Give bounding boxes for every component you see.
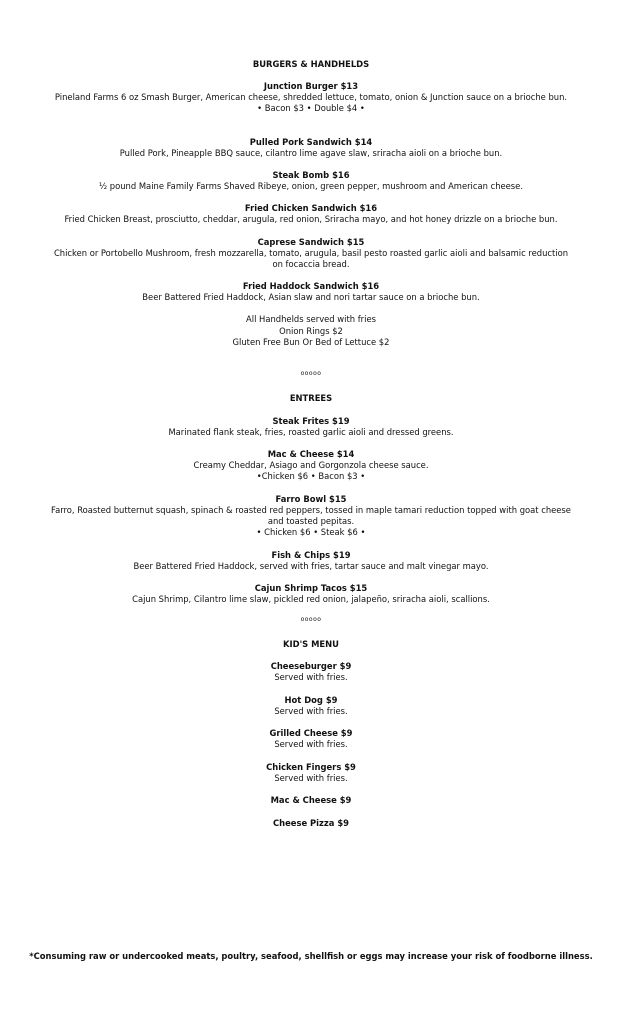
menu-item-title: Caprese Sandwich $15 [257,237,365,247]
menu-item-description: Farro, Roasted butternut squash, spinach & roasted red peppers, tossed in maple tamari reduction topped with goat cheese [51,505,571,515]
menu-item-addons: •Chicken $6 • Bacon $3 • [256,471,366,481]
menu-item-description: Chicken or Portobello Mushroom, fresh mozzarella, tomato, arugula, basil pesto roasted garlic aioli and balsamic reduction [53,248,569,258]
menu-item-description: Pineland Farms 6 oz Smash Burger, American cheese, shredded lettuce, tomato, onion & Junction sauce on a brioche bun. [54,92,568,102]
menu-item-title: Fish & Chips $19 [271,550,351,560]
menu-item-description: Served with fries. [274,672,348,682]
menu-item-title: Pulled Pork Sandwich $14 [249,137,373,147]
menu-item-title: Mac & Cheese $9 [270,795,352,805]
menu-item-description: Beer Battered Fried Haddock, served with fries, tartar sauce and malt vinegar mayo. [133,561,489,571]
menu-item-description: Pulled Pork, Pineapple BBQ sauce, cilantro lime agave slaw, sriracha aioli on a brioche bun. [119,148,503,158]
handhelds-note: Gluten Free Bun Or Bed of Lettuce $2 [232,337,390,347]
menu-item-title: Cheeseburger $9 [270,661,352,671]
menu-item-addons: • Bacon $3 • Double $4 • [257,103,365,113]
menu-item-description: Marinated flank steak, fries, roasted garlic aioli and dressed greens. [168,427,454,437]
entrees-heading: ENTREES [289,393,333,403]
menu-item-title: Fried Chicken Sandwich $16 [244,203,378,213]
menu-item-title: Hot Dog $9 [284,695,338,705]
menu-item-description: Beer Battered Fried Haddock, Asian slaw and nori tartar sauce on a brioche bun. [142,292,480,302]
menu-item-description: Served with fries. [274,773,348,783]
menu-item-addons: • Chicken $6 • Steak $6 • [256,527,366,537]
section-separator: ooooo [300,616,322,623]
kids-heading: KID'S MENU [283,639,339,649]
menu-item-description: Served with fries. [274,739,348,749]
menu-item-description: on focaccia bread. [272,259,350,269]
menu-item-title: Fried Haddock Sandwich $16 [242,281,380,291]
menu-item-title: Farro Bowl $15 [275,494,347,504]
menu-item-description: Served with fries. [274,706,348,716]
handhelds-note: Onion Rings $2 [279,326,343,336]
menu-item-title: Steak Frites $19 [272,416,350,426]
menu-item-description: Fried Chicken Breast, prosciutto, cheddar, arugula, red onion, Sriracha mayo, and hot honey drizzle on a brioche bun. [64,214,558,224]
menu-item-title: Steak Bomb $16 [272,170,350,180]
menu-item-title: Chicken Fingers $9 [266,762,356,772]
section-separator: ooooo [300,370,322,377]
menu-item-title: Cheese Pizza $9 [272,818,350,828]
foodborne-illness-disclaimer: *Consuming raw or undercooked meats, poultry, seafood, shellfish or eggs may increase your risk of foodborne illness. [29,951,593,961]
menu-item-description: ½ pound Maine Family Farms Shaved Ribeye, onion, green pepper, mushroom and American cheese. [99,181,523,191]
menu-item-description: Cajun Shrimp, Cilantro lime slaw, pickled red onion, jalapeño, sriracha aioli, scallions. [132,594,490,604]
burgers-heading: BURGERS & HANDHELDS [252,59,370,69]
menu-item-description: Creamy Cheddar, Asiago and Gorgonzola cheese sauce. [193,460,429,470]
menu-item-title: Mac & Cheese $14 [267,449,355,459]
menu-item-title: Cajun Shrimp Tacos $15 [254,583,368,593]
menu-item-title: Grilled Cheese $9 [269,728,353,738]
menu-item-description: and toasted pepitas. [267,516,355,526]
menu-item-title: Junction Burger $13 [263,81,359,91]
handhelds-note: All Handhelds served with fries [246,314,376,324]
